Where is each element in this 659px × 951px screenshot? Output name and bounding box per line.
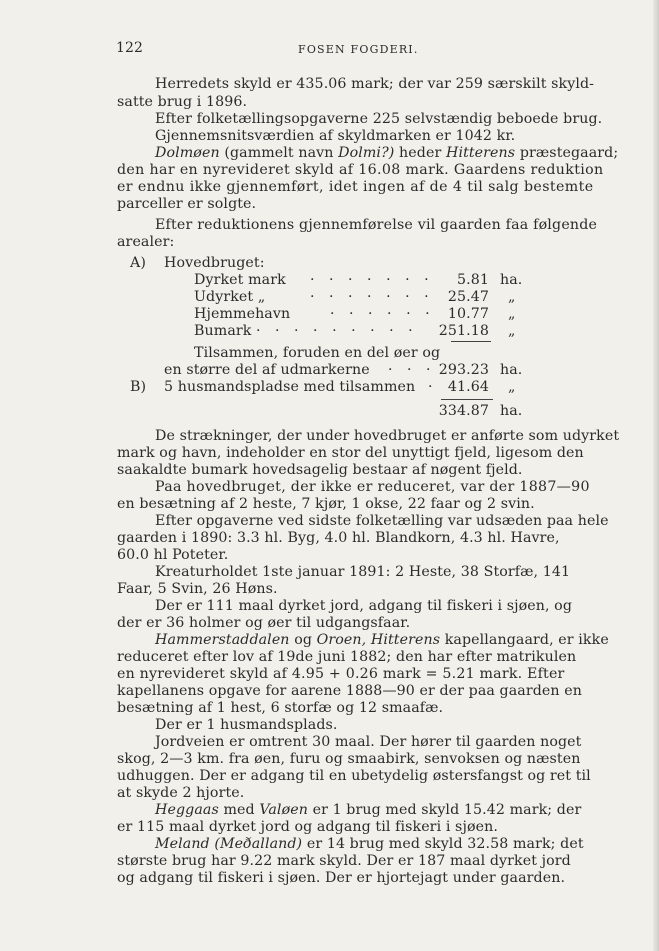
area-unit: „ [508, 323, 516, 339]
leader-dots: · · · · · · · · · [256, 323, 418, 339]
paragraph-line: Jordveien er omtrent 30 maal. Der hører til gaarden noget [155, 734, 582, 750]
section-title: Hovedbruget: [164, 255, 265, 271]
paragraph-line: at skyde 2 hjorte. [117, 785, 245, 801]
area-value: 10.77 [447, 306, 489, 322]
paragraph-line: Faar, 5 Svin, 26 Høns. [117, 581, 278, 597]
paragraph-line: gaarden i 1890: 3.3 hl. Byg, 4.0 hl. Blandkorn, 4.3 hl. Havre, [117, 530, 560, 546]
paragraph-line: er 115 maal dyrket jord og adgang til fiskeri i sjøen. [117, 819, 498, 835]
paragraph-line: 60.0 hl Poteter. [117, 547, 229, 563]
running-title: FOSEN FOGDERI. [298, 43, 419, 56]
paragraph-line: skog, 2—3 km. fra øen, furu og smaabirk, senvoksen og næsten [117, 751, 581, 767]
sum-rule [441, 399, 493, 400]
area-unit: ha. [500, 272, 523, 288]
husmand-unit: „ [508, 379, 516, 395]
paragraph-line: Hammerstaddalen og Oroen, Hitterens kapellangaard, er ikke [155, 632, 609, 648]
place-name: Hammerstaddalen [155, 632, 290, 648]
paragraph-line: den har en nyrevideret skyld af 16.08 mark. Gaardens reduktion [117, 162, 604, 178]
sum-rule [451, 341, 491, 342]
paragraph-line: en besætning af 2 heste, 7 kjør, 1 okse, 22 faar og 2 svin. [117, 496, 535, 512]
paragraph-line: Kreaturholdet 1ste januar 1891: 2 Heste, 38 Storfæ, 141 [155, 564, 571, 580]
paragraph-line: Efter reduktionens gjennemførelse vil gaarden faa følgende [155, 217, 598, 233]
husmand-value: 41.64 [447, 379, 489, 395]
page-number: 122 [116, 40, 144, 56]
paragraph-line: er endnu ikke gjennemført, idet ingen af de 4 til salg bestemte [117, 179, 594, 195]
paragraph-line: Gjennemsnitsværdien af skyldmarken er 1042 kr. [155, 128, 516, 144]
paragraph-line: en nyrevideret skyld af 4.95 + 0.26 mark = 5.21 mark. Efter [117, 666, 565, 682]
place-name: Heggaas [155, 802, 219, 818]
total-line: Tilsammen, foruden en del øer og [194, 345, 441, 361]
section-label-a: A) [130, 255, 146, 271]
husmand-line: 5 husmandspladse med tilsammen [164, 379, 416, 395]
paragraph-line: mark og havn, indeholder en stor del unyttigt fjeld, ligesom den [117, 445, 584, 461]
area-value: 251.18 [438, 323, 489, 339]
total-unit: ha. [500, 362, 523, 378]
area-unit: „ [508, 306, 516, 322]
paragraph-line: Heggaas med Valøen er 1 brug med skyld 15.42 mark; der [155, 802, 582, 818]
total-line: en større del af udmarkerne [164, 362, 370, 378]
area-unit: „ [508, 289, 516, 305]
paragraph-line: største brug har 9.22 mark skyld. Der er 187 maal dyrket jord [117, 853, 571, 869]
paragraph-line: Paa hovedbruget, der ikke er reduceret, var der 1887—90 [155, 479, 590, 495]
area-name: Hjemmehavn [194, 306, 291, 322]
grand-total-value: 334.87 [438, 403, 489, 419]
area-value: 5.81 [457, 272, 489, 288]
paragraph-line: reduceret efter lov af 19de juni 1882; den har efter matrikulen [117, 649, 577, 665]
paragraph-line: der er 36 holmer og øer til udgangsfaar. [117, 615, 411, 631]
area-name: Udyrket „ [194, 289, 266, 305]
leader-dots: · · · · · · · [310, 272, 434, 288]
paragraph-line: kapellanens opgave for aarene 1888—90 er der paa gaarden en [117, 683, 582, 699]
leader-dots: · · · · · · [330, 306, 435, 322]
paragraph-line: parceller er solgte. [117, 196, 257, 212]
grand-total-unit: ha. [500, 403, 523, 419]
paragraph-line: Meland (Meðalland) er 14 brug med skyld 32.58 mark; det [155, 836, 584, 852]
leader-dots: · · · · · · · [310, 289, 434, 305]
paragraph-line: De strækninger, der under hovedbruget er anførte som udyrket [155, 428, 620, 444]
leader-dots: · [428, 379, 438, 395]
area-value: 25.47 [447, 289, 489, 305]
paragraph-line: udhuggen. Der er adgang til en ubetydelig østersfangst og ret til [117, 768, 591, 784]
leader-dots: · · · [388, 362, 436, 378]
paragraph-line: Dolmøen (gammelt navn Dolmi?) heder Hitterens præstegaard; [155, 145, 619, 161]
section-label-b: B) [130, 379, 147, 395]
place-name: Dolmøen [155, 145, 220, 161]
paragraph-line: besætning af 1 hest, 6 storfæ og 12 smaafæ. [117, 700, 444, 716]
area-name: Dyrket mark [194, 272, 286, 288]
paragraph-line: Der er 1 husmandsplads. [155, 717, 338, 733]
paragraph-line: Efter opgaverne ved sidste folketælling var udsæden paa hele [155, 513, 609, 529]
paragraph-line: Der er 111 maal dyrket jord, adgang til fiskeri i sjøen, og [155, 598, 572, 614]
paragraph-line: Efter folketællingsopgaverne 225 selvstændig beboede brug. [155, 111, 603, 127]
paragraph-line: satte brug i 1896. [117, 94, 248, 110]
place-name: Meland (Meðalland) [155, 836, 303, 852]
paragraph-line: arealer: [117, 234, 175, 250]
area-name: Bumark [194, 323, 252, 339]
total-value: 293.23 [438, 362, 489, 378]
paragraph-line: Herredets skyld er 435.06 mark; der var 259 særskilt skyld- [155, 76, 595, 92]
paragraph-line: saakaldte bumark hovedsagelig bestaar af nøgent fjeld. [117, 462, 523, 478]
paragraph-line: og adgang til fiskeri i sjøen. Der er hjortejagt under gaarden. [117, 870, 566, 886]
